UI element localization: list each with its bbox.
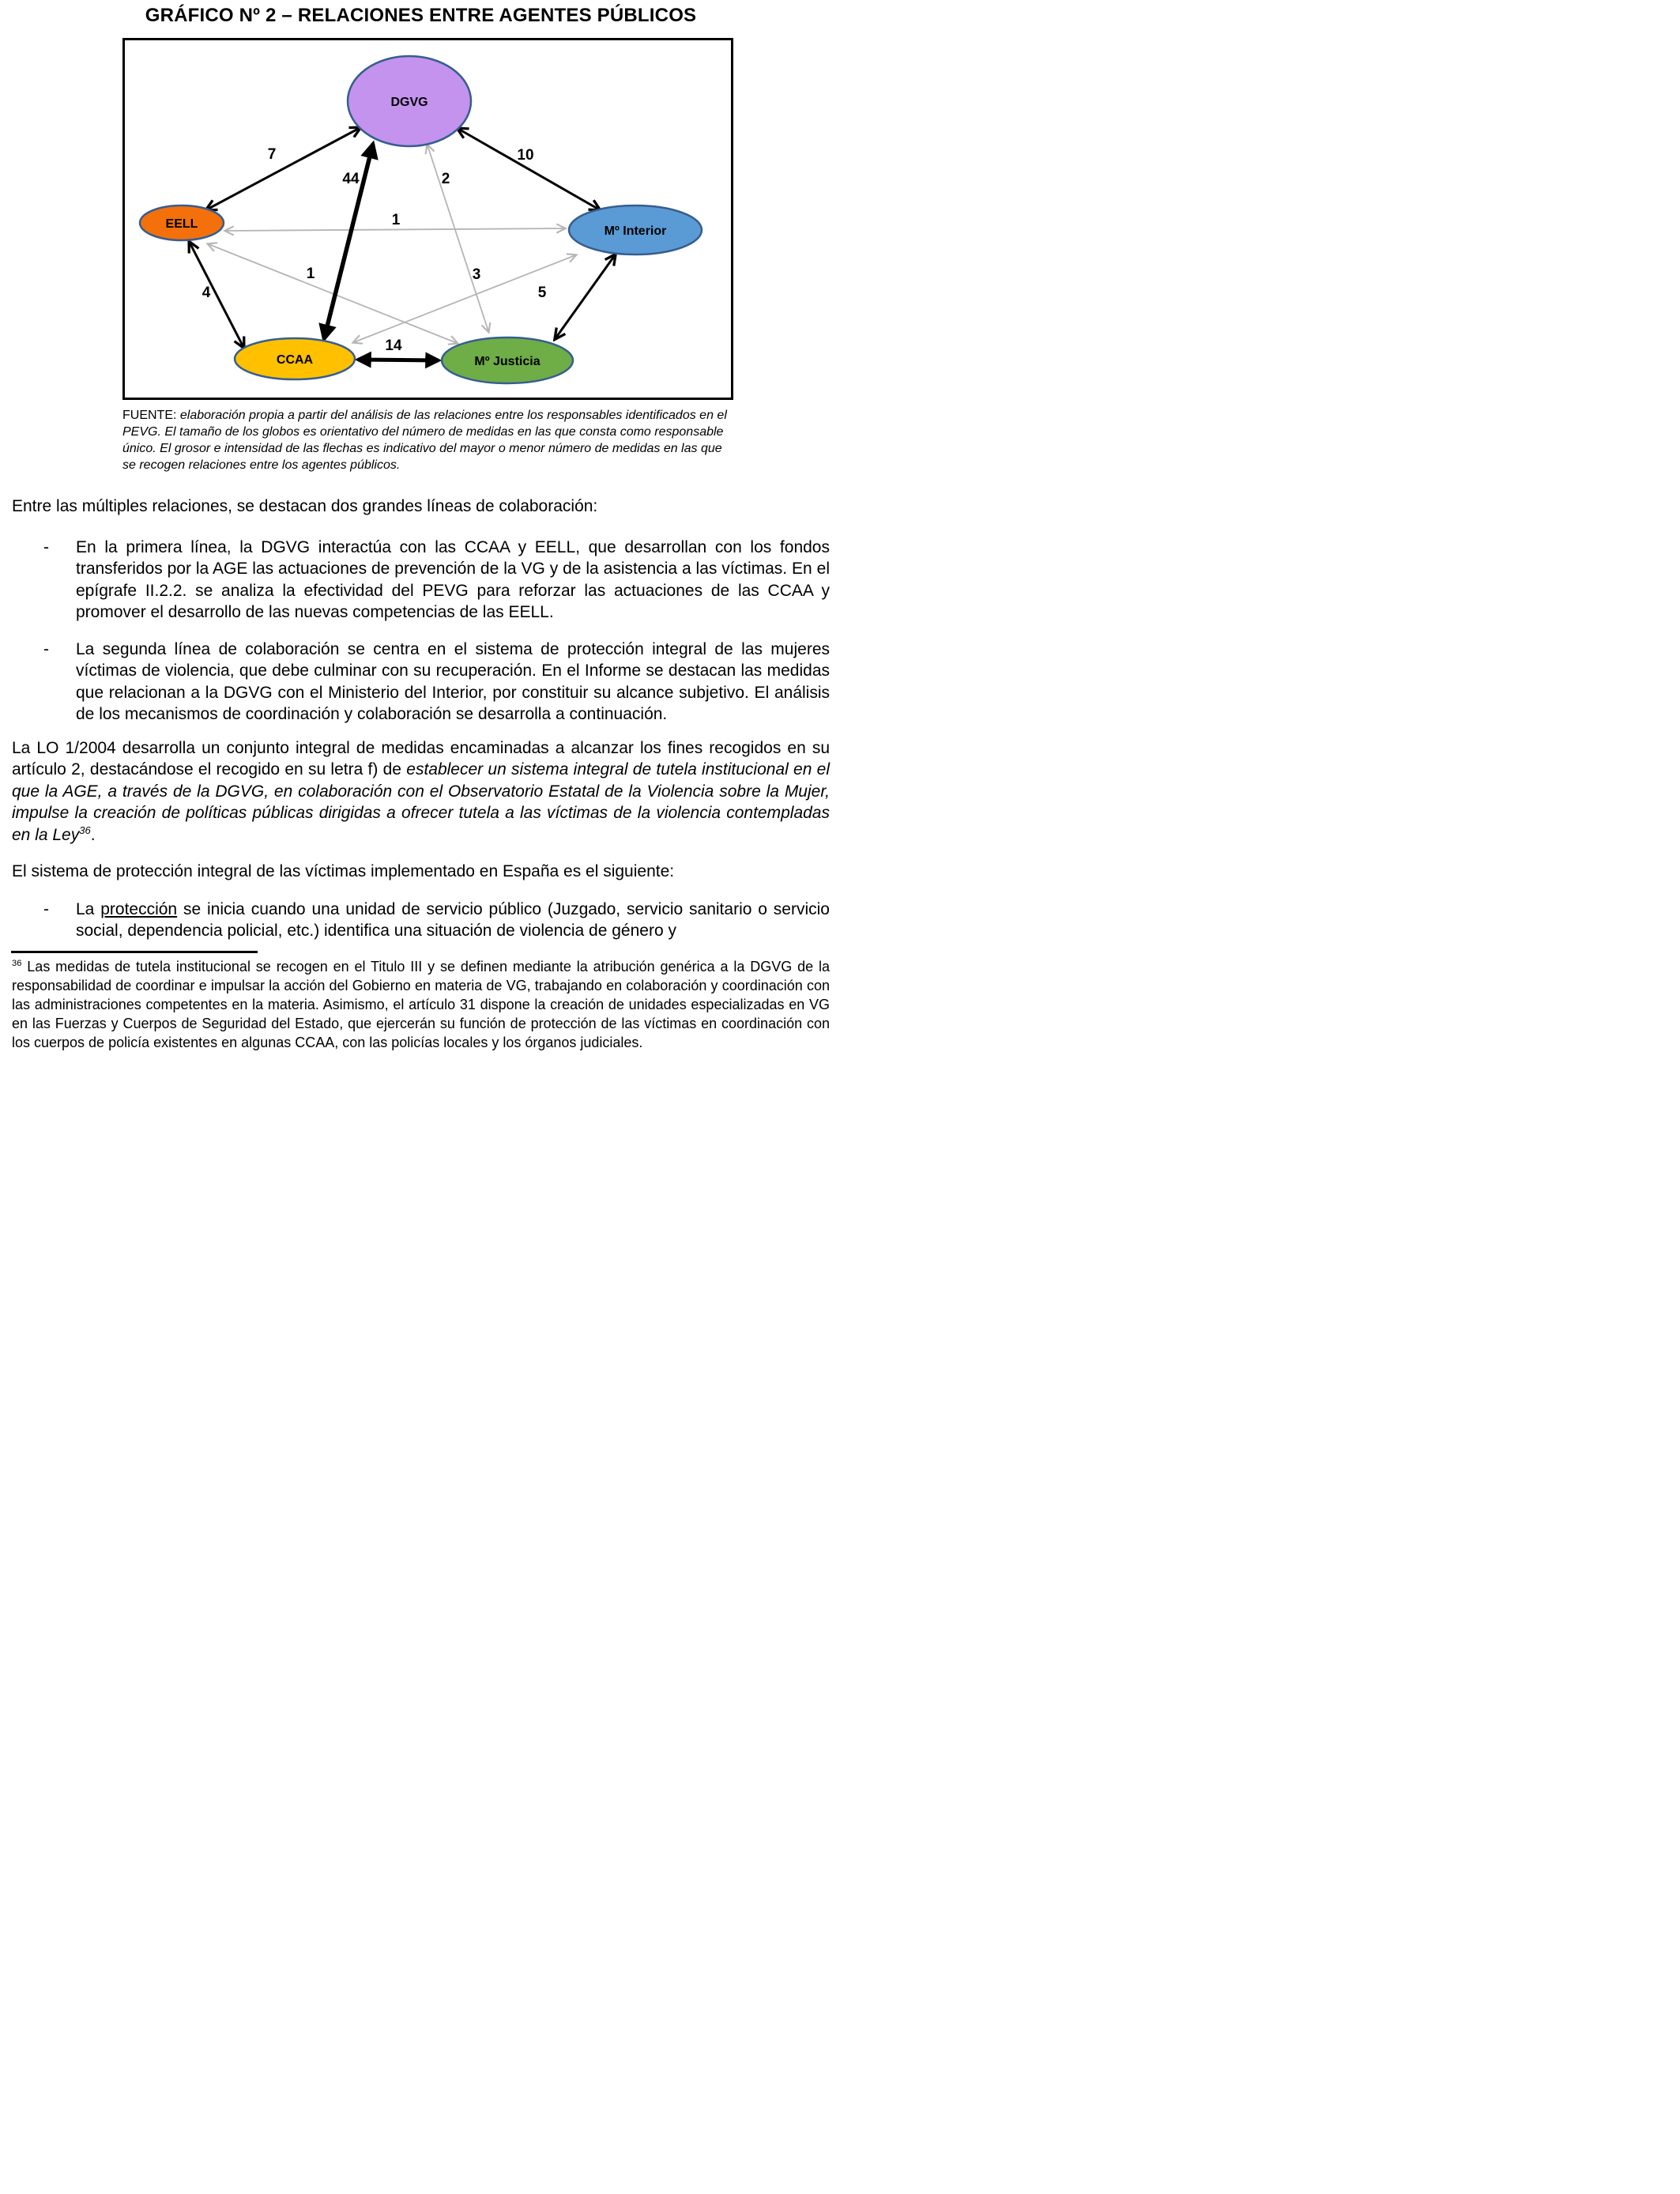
node-justicia-label: Mº Justicia bbox=[474, 355, 541, 368]
edge-label-ccaa-justicia: 14 bbox=[385, 337, 402, 354]
lo-normal-text: La LO 1/2004 desarrolla un conjunto integral de medidas encaminadas a alcanzar los fines recogidos en su artículo 2, destacándose el recogido en su letra f) de bbox=[12, 738, 830, 778]
bullet-item-2 bbox=[12, 639, 830, 726]
paragraph-lo-1-2004 bbox=[12, 737, 830, 846]
edge-label-justicia-interior: 5 bbox=[537, 285, 547, 301]
edge-eell-dgvg bbox=[207, 128, 360, 209]
bullet-marker-1: - bbox=[43, 537, 49, 556]
source-note-label: FUENTE: bbox=[122, 409, 177, 422]
document-page bbox=[0, 0, 840, 1097]
node-dgvg bbox=[348, 56, 471, 146]
bullet3-pre-text: La bbox=[76, 899, 101, 918]
node-eell-label: EELL bbox=[165, 217, 198, 231]
edge-label-eell-justicia: 1 bbox=[306, 266, 315, 282]
edge-label-eell-dgvg: 7 bbox=[267, 146, 277, 163]
node-dgvg-label: DGVG bbox=[390, 96, 428, 109]
edge-label-ccaa-interior: 3 bbox=[472, 266, 481, 283]
footnote-marker: 36 bbox=[12, 958, 22, 968]
page-title: GRÁFICO Nº 2 – RELACIONES ENTRE AGENTES PÚBLICOS bbox=[145, 5, 697, 26]
edge-label-justicia-dgvg: 2 bbox=[441, 171, 450, 187]
bullet-item-3 bbox=[12, 899, 830, 942]
underlined-term: protección bbox=[100, 899, 178, 918]
diagram-edge-labels bbox=[202, 146, 547, 354]
footnote-reference: 36 bbox=[79, 824, 91, 836]
edge-eell-interior bbox=[226, 228, 564, 231]
edge-label-eell-interior: 1 bbox=[391, 212, 401, 228]
footnote-text: Las medidas de tutela institucional se recogen en el Titulo III y se definen mediante la atribución genérica a la DGVG de la responsabilidad de coordinar e impulsar la acción del Gobierno en materia de VG, trabajando en colaboración y coordinación con las administraciones competentes en la materia. Asimismo, el artículo 31 dispone la creación de unidades especializadas en VG en las Fuerzas y Cuerpos de Seguridad del Estado, que ejercerán su función de protección de las víctimas en coordinación con los cuerpos de policía existentes en algunas CCAA, con las policías locales y los órganos judiciales. bbox=[12, 958, 830, 1050]
edge-justicia-dgvg bbox=[428, 145, 488, 331]
diagram-edges bbox=[190, 128, 615, 360]
edge-label-ccaa-dgvg: 44 bbox=[342, 171, 360, 187]
source-note-text: elaboración propia a partir del análisis de las relaciones entre los responsables identificados en el PEVG. El tamaño de los globos es orientativo del número de medidas en las que consta como responsable único. El grosor e intensidad de las flechas es indicativo del mayor o menor número de medidas en las que se recogen relaciones entre los agentes públicos. bbox=[122, 409, 727, 472]
edge-justicia-interior bbox=[556, 255, 615, 338]
figure-frame bbox=[122, 38, 733, 400]
source-note bbox=[122, 407, 737, 473]
paragraph-intro: Entre las múltiples relaciones, se destacan dos grandes líneas de colaboración: bbox=[12, 497, 598, 515]
node-interior-label: Mº Interior bbox=[604, 224, 667, 238]
edge-label-dgvg-interior: 10 bbox=[517, 147, 534, 164]
bullet3-post-text: se inicia cuando una unidad de servicio público (Juzgado, servicio sanitario o servicio social, dependencia policial, etc.) identifica una situación de violencia de género y bbox=[76, 899, 830, 940]
lo-italic-quote: establecer un sistema integral de tutela institucional en el que la AGE, a través de la DGVG, en colaboración con el Observatorio Estatal de la Violencia sobre la Mujer, impulse la creación de políticas públicas dirigidas a ofrecer tutela a las víctimas de la violencia contempladas en la Ley bbox=[12, 760, 831, 844]
edge-dgvg-interior bbox=[458, 129, 599, 209]
paragraph-sistema: El sistema de protección integral de las víctimas implementado en España es el siguiente: bbox=[12, 862, 675, 880]
relations-diagram bbox=[125, 40, 731, 398]
bullet-text-1: En la primera línea, la DGVG interactúa con las CCAA y EELL, que desarrollan con los fondos transferidos por la AGE las actuaciones de prevención de la VG y de la asistencia a las víctimas. En el epígrafe II.2.2. se analiza la efectividad del PEVG para reforzar las actuaciones de las CCAA y promover el desarrollo de las nuevas competencias de las EELL. bbox=[76, 537, 830, 621]
bullet-marker-2: - bbox=[43, 639, 49, 658]
bullet-text-3 bbox=[76, 899, 830, 942]
node-ccaa bbox=[235, 338, 355, 379]
edge-label-eell-ccaa: 4 bbox=[202, 285, 211, 301]
node-eell bbox=[140, 205, 224, 240]
bullet-item-1 bbox=[12, 537, 830, 624]
footnote bbox=[12, 957, 830, 1052]
node-interior bbox=[569, 205, 702, 254]
diagram-nodes bbox=[140, 56, 702, 383]
bullet-text-2: La segunda línea de colaboración se centra en el sistema de protección integral de las mujeres víctimas de violencia, que debe culminar con su recuperación. En el Informe se destacan las medidas que relacionan a la DGVG con el Ministerio del Interior, por constituir su alcance subjetivo. El análisis de los mecanismos de coordinación y colaboración se desarrolla a continuación. bbox=[76, 639, 830, 723]
node-justicia bbox=[442, 337, 573, 383]
edge-eell-ccaa bbox=[190, 243, 243, 347]
bullet-marker-3: - bbox=[43, 899, 49, 918]
lo-end-punctuation: . bbox=[90, 825, 96, 844]
footnote-divider bbox=[11, 951, 258, 953]
node-ccaa-label: CCAA bbox=[276, 353, 314, 367]
edge-eell-justicia bbox=[209, 244, 457, 343]
